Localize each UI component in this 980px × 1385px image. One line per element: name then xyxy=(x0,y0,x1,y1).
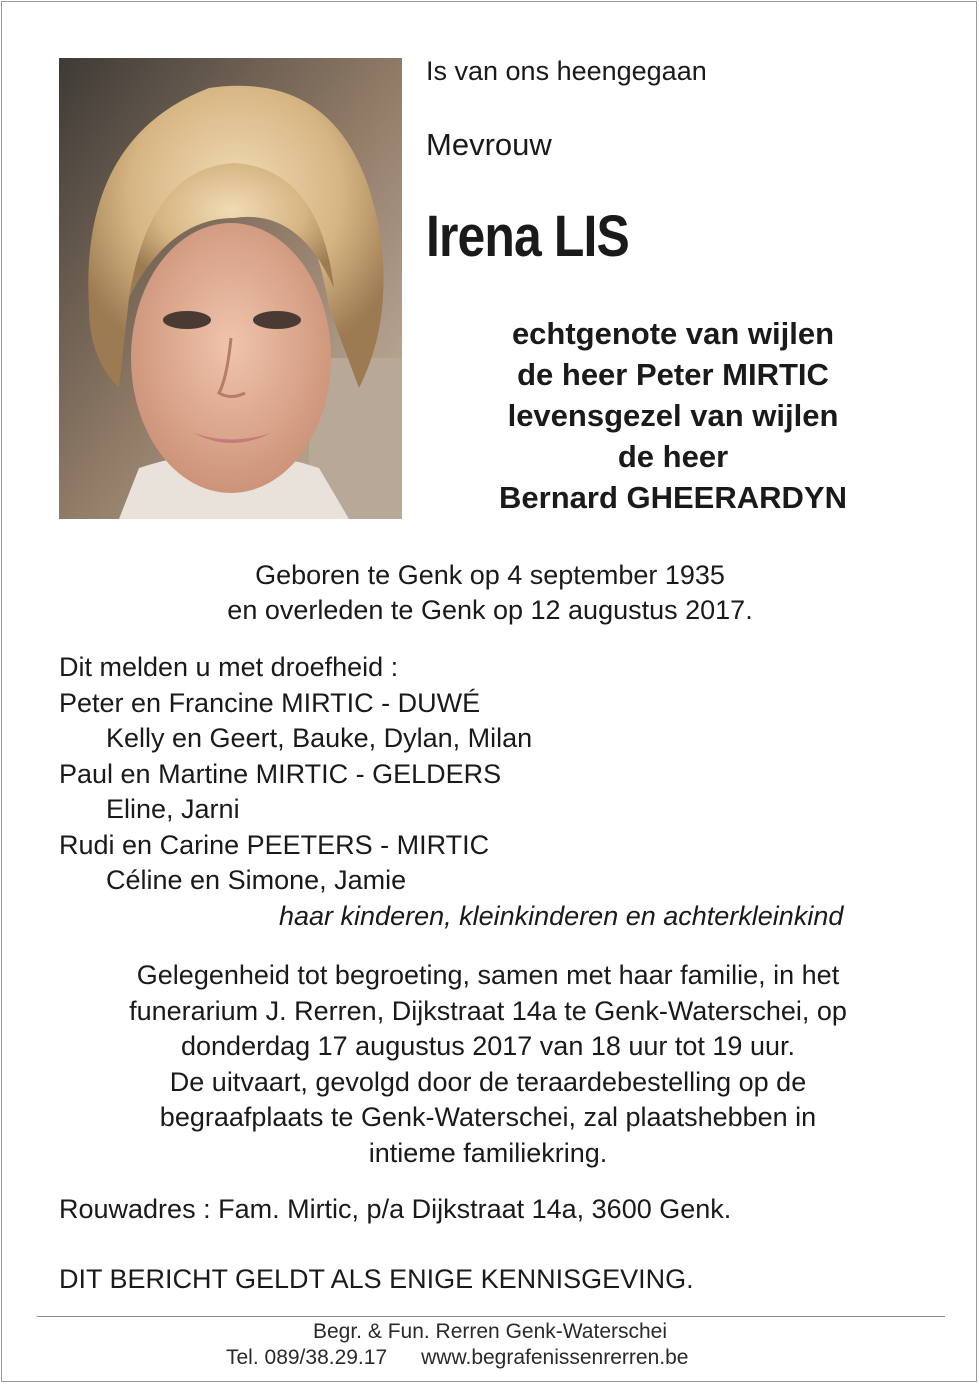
spouse-block xyxy=(458,313,888,518)
portrait-photo xyxy=(59,58,402,519)
family-signature: haar kinderen, kleinkinderen en achterkleinkind xyxy=(279,900,844,931)
footer-divider xyxy=(37,1316,945,1317)
family-line: Peter en Francine MIRTIC - DUWÉ xyxy=(59,687,481,718)
spouse-line: Bernard GHEERARDYN xyxy=(499,480,847,515)
footer-phone: Tel. 089/38.29.17 xyxy=(226,1346,388,1369)
birth-line: Geboren te Genk op 4 september 1935 xyxy=(255,560,725,590)
visitation-line: funerarium J. Rerren, Dijkstraat 14a te Genk-Waterschei, op xyxy=(129,995,847,1026)
spouse-line: echtgenote van wijlen xyxy=(511,316,835,351)
death-line: en overleden te Genk op 12 augustus 2017. xyxy=(227,595,753,625)
footer-contact xyxy=(226,1346,688,1370)
footer-company: Begr. & Fun. Rerren Genk-Waterschei xyxy=(312,1320,668,1343)
visitation-line: Gelegenheid tot begroeting, samen met haar familie, in het xyxy=(136,960,840,990)
visitation-line: De uitvaart, gevolgd door de teraardebestelling op de xyxy=(169,1066,807,1097)
visitation-line: begraafplaats te Genk-Waterschei, zal plaatshebben in xyxy=(159,1102,817,1132)
family-line: Eline, Jarni xyxy=(106,794,240,824)
portrait-illustration xyxy=(59,58,402,519)
intro-text: Is van ons heengegaan xyxy=(426,56,707,86)
notice-text: DIT BERICHT GELDT ALS ENIGE KENNISGEVING. xyxy=(59,1264,694,1294)
mourning-address: Rouwadres : Fam. Mirtic, p/a Dijkstraat 14a, 3600 Genk. xyxy=(59,1194,732,1224)
dates-block xyxy=(0,558,980,628)
visitation-line: intieme familiekring. xyxy=(368,1137,608,1168)
family-block xyxy=(59,650,844,935)
family-line: Rudi en Carine PEETERS - MIRTIC xyxy=(59,829,490,860)
spouse-line: de heer Peter MIRTIC xyxy=(517,357,829,392)
footer-website[interactable]: www.begrafenissenrerren.be xyxy=(421,1346,689,1369)
spouse-line: levensgezel van wijlen xyxy=(507,398,839,433)
visitation-block xyxy=(0,958,976,1171)
family-line: Kelly en Geert, Bauke, Dylan, Milan xyxy=(106,723,533,753)
spouse-line: de heer xyxy=(617,439,729,474)
family-line: Paul en Martine MIRTIC - GELDERS xyxy=(59,758,502,789)
title-text: Mevrouw xyxy=(426,127,552,162)
visitation-line: donderdag 17 augustus 2017 van 18 uur tot 19 uur. xyxy=(181,1031,795,1061)
family-intro: Dit melden u met droefheid : xyxy=(59,652,399,682)
deceased-name: Irena LIS xyxy=(426,204,629,269)
family-line: Céline en Simone, Jamie xyxy=(106,865,407,895)
